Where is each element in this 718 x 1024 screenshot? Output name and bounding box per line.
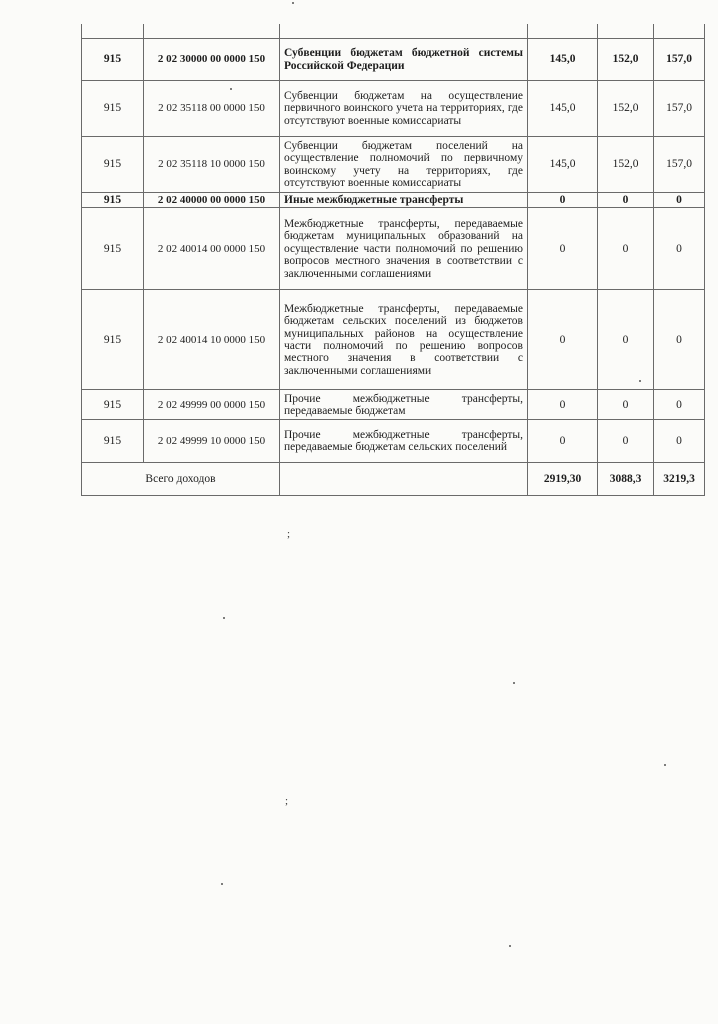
value-year2-cell: 152,0 <box>598 137 654 193</box>
value-year2-cell: 0 <box>598 390 654 420</box>
scan-speck <box>664 764 666 766</box>
table-row <box>82 290 705 390</box>
total-label: Всего доходов <box>82 463 280 496</box>
budget-code-cell: 2 02 49999 00 0000 150 <box>144 390 280 420</box>
table-row <box>82 208 705 290</box>
value-year3-cell: 0 <box>654 420 705 463</box>
scan-speck <box>230 88 232 90</box>
revenue-name-cell: Иные межбюджетные трансферты <box>280 193 528 208</box>
table-header-remnant <box>82 24 705 39</box>
admin-code-cell: 915 <box>82 290 144 390</box>
total-year1: 2919,30 <box>528 463 598 496</box>
total-row <box>82 463 705 496</box>
scan-mark: ; <box>287 528 291 540</box>
budget-code-cell: 2 02 30000 00 0000 150 <box>144 39 280 81</box>
value-year2-cell: 0 <box>598 420 654 463</box>
revenue-name-cell: Межбюджетные трансферты, передаваемые бюджетам сельских поселений из бюджетов муниципальных районов на осуществление части полномочий по решению вопросов местного значения в соответствии с заключенными соглашениями <box>280 290 528 390</box>
scan-mark: ; <box>285 795 289 807</box>
value-year2-cell: 0 <box>598 290 654 390</box>
revenue-name-cell: Субвенции бюджетам поселений на осуществление полномочий по первичному воинскому учету на территориях, где отсутствуют военные комиссариаты <box>280 137 528 193</box>
value-year3-cell: 157,0 <box>654 137 705 193</box>
admin-code-cell: 915 <box>82 390 144 420</box>
scan-speck <box>639 380 641 382</box>
table-row <box>82 137 705 193</box>
admin-code-cell: 915 <box>82 420 144 463</box>
value-year3-cell: 0 <box>654 208 705 290</box>
total-blank-cell <box>280 463 528 496</box>
budget-code-cell: 2 02 49999 10 0000 150 <box>144 420 280 463</box>
table-row <box>82 39 705 81</box>
value-year3-cell: 0 <box>654 390 705 420</box>
table-row <box>82 420 705 463</box>
value-year2-cell: 152,0 <box>598 39 654 81</box>
admin-code-cell: 915 <box>82 208 144 290</box>
revenue-name-cell: Межбюджетные трансферты, передаваемые бюджетам муниципальных образований на осуществление части полномочий по решению вопросов местного значения в соответствии с заключенными соглашениями <box>280 208 528 290</box>
revenue-name-cell: Субвенции бюджетам на осуществление первичного воинского учета на территориях, где отсутствуют военные комиссариаты <box>280 81 528 137</box>
scan-speck <box>292 2 294 4</box>
value-year1-cell: 145,0 <box>528 137 598 193</box>
scan-speck <box>509 945 511 947</box>
scan-speck <box>221 883 223 885</box>
total-year3: 3219,3 <box>654 463 705 496</box>
table-row <box>82 390 705 420</box>
budget-code-cell: 2 02 40014 00 0000 150 <box>144 208 280 290</box>
value-year2-cell: 152,0 <box>598 81 654 137</box>
scan-speck <box>513 682 515 684</box>
value-year2-cell: 0 <box>598 193 654 208</box>
admin-code-cell: 915 <box>82 39 144 81</box>
value-year1-cell: 0 <box>528 208 598 290</box>
budget-code-cell: 2 02 40000 00 0000 150 <box>144 193 280 208</box>
value-year1-cell: 0 <box>528 193 598 208</box>
budget-code-cell: 2 02 40014 10 0000 150 <box>144 290 280 390</box>
budget-code-cell: 2 02 35118 10 0000 150 <box>144 137 280 193</box>
value-year3-cell: 0 <box>654 193 705 208</box>
table-row <box>82 81 705 137</box>
admin-code-cell: 915 <box>82 193 144 208</box>
value-year3-cell: 157,0 <box>654 81 705 137</box>
budget-code-cell: 2 02 35118 00 0000 150 <box>144 81 280 137</box>
value-year3-cell: 0 <box>654 290 705 390</box>
revenue-name-cell: Субвенции бюджетам бюджетной системы Российской Федерации <box>280 39 528 81</box>
admin-code-cell: 915 <box>82 137 144 193</box>
value-year1-cell: 145,0 <box>528 81 598 137</box>
value-year3-cell: 157,0 <box>654 39 705 81</box>
value-year1-cell: 0 <box>528 290 598 390</box>
revenue-name-cell: Прочие межбюджетные трансферты, передаваемые бюджетам <box>280 390 528 420</box>
admin-code-cell: 915 <box>82 81 144 137</box>
value-year1-cell: 145,0 <box>528 39 598 81</box>
total-year2: 3088,3 <box>598 463 654 496</box>
value-year2-cell: 0 <box>598 208 654 290</box>
scan-speck <box>223 617 225 619</box>
revenue-name-cell: Прочие межбюджетные трансферты, передаваемые бюджетам сельских поселений <box>280 420 528 463</box>
value-year1-cell: 0 <box>528 390 598 420</box>
value-year1-cell: 0 <box>528 420 598 463</box>
table-row <box>82 193 705 208</box>
revenue-table <box>81 24 705 496</box>
